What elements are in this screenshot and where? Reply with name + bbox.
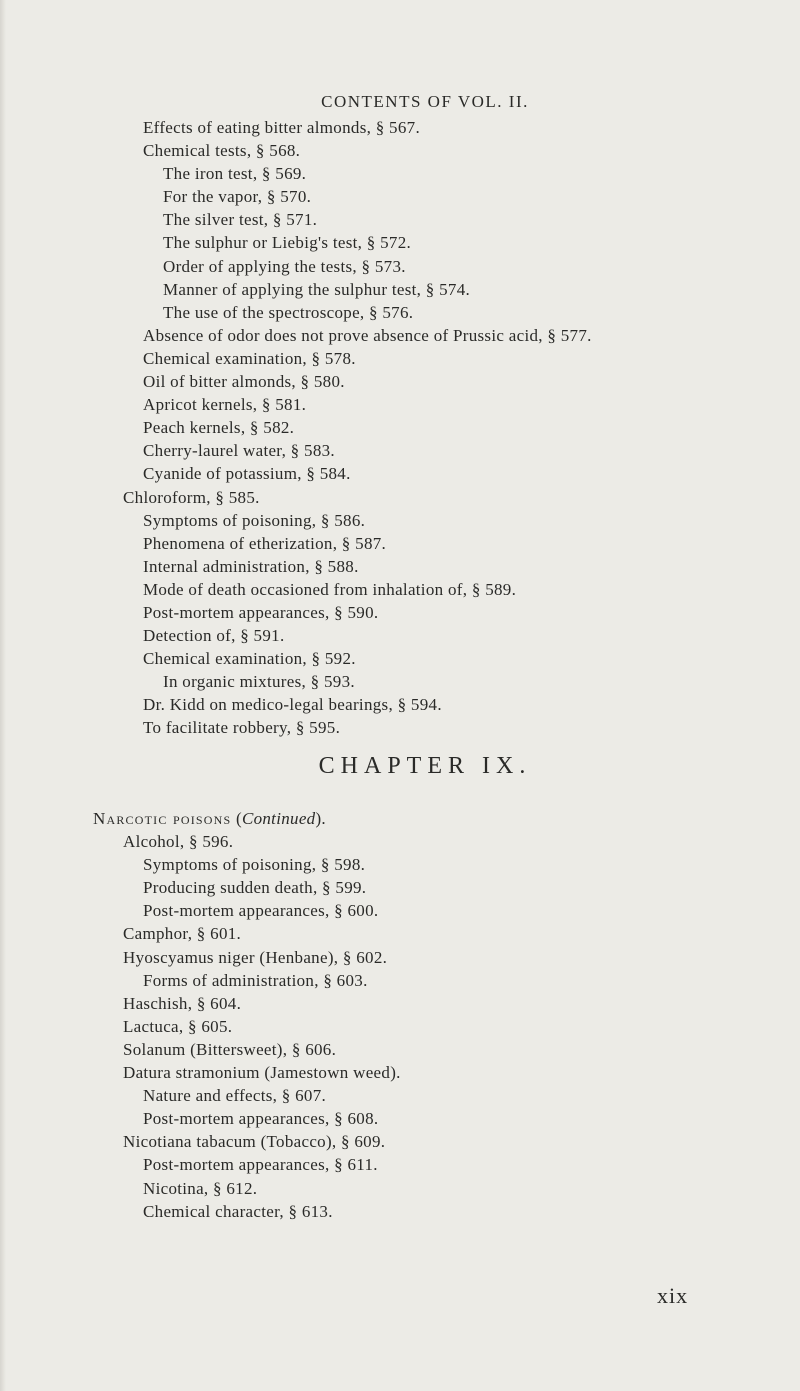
contents-entry: Alcohol, § 596. xyxy=(123,832,234,852)
contents-entry: Phenomena of etherization, § 587. xyxy=(143,533,387,553)
section-title-italic: Continued xyxy=(241,809,316,828)
contents-subentry: For the vapor, § 570. xyxy=(163,187,312,207)
contents-entry: Cyanide of potassium, § 584. xyxy=(143,464,351,484)
contents-entry: To facilitate robbery, § 595. xyxy=(143,718,341,738)
contents-subentry: In organic mixtures, § 593. xyxy=(163,672,355,692)
contents-entry: Datura stramonium (Jamestown weed). xyxy=(123,1063,401,1083)
contents-subentry: Post-mortem appearances, § 600. xyxy=(143,901,379,921)
contents-entry: Lactuca, § 605. xyxy=(123,1016,233,1036)
section-title xyxy=(0,807,800,830)
page-number: xix xyxy=(657,1283,689,1308)
contents-subentry: The silver test, § 571. xyxy=(163,210,318,230)
contents-entry: Haschish, § 604. xyxy=(123,993,242,1013)
section-title-paren: ( xyxy=(231,809,242,828)
contents-entry: Hyoscyamus niger (Henbane), § 602. xyxy=(123,947,388,967)
contents-entry: Chemical examination, § 578. xyxy=(143,348,356,368)
contents-main-entry: Chloroform, § 585. xyxy=(123,487,260,507)
section-title-smallcaps: Narcotic poisons xyxy=(93,809,232,828)
contents-subentry: Post-mortem appearances, § 608. xyxy=(143,1109,379,1129)
contents-subentry: The use of the spectroscope, § 576. xyxy=(163,302,414,322)
contents-entry: Internal administration, § 588. xyxy=(143,556,359,576)
contents-entry: Post-mortem appearances, § 590. xyxy=(143,602,379,622)
contents-entry: Effects of eating bitter almonds, § 567. xyxy=(143,118,421,137)
contents-entry: Cherry-laurel water, § 583. xyxy=(143,441,335,461)
contents-subentry: Post-mortem appearances, § 611. xyxy=(143,1155,378,1175)
chapter-heading: CHAPTER IX. xyxy=(318,753,532,779)
contents-subentry: The sulphur or Liebig's test, § 572. xyxy=(163,233,412,253)
contents-list-top xyxy=(0,116,800,740)
contents-entry: Chemical examination, § 592. xyxy=(143,649,356,669)
contents-subentry: The iron test, § 569. xyxy=(163,164,307,184)
contents-subentry: Symptoms of poisoning, § 598. xyxy=(143,855,366,875)
contents-entry: Nicotiana tabacum (Tobacco), § 609. xyxy=(123,1132,386,1152)
contents-subentry: Nature and effects, § 607. xyxy=(143,1086,327,1106)
contents-entry: Solanum (Bittersweet), § 606. xyxy=(123,1039,337,1059)
running-head: CONTENTS OF VOL. II. xyxy=(321,92,529,111)
contents-entry: Symptoms of poisoning, § 586. xyxy=(143,510,366,530)
contents-subentry: Manner of applying the sulphur test, § 574. xyxy=(163,279,471,299)
contents-subentry: Producing sudden death, § 599. xyxy=(143,878,367,898)
contents-entry: Oil of bitter almonds, § 580. xyxy=(143,372,345,392)
contents-entry: Peach kernels, § 582. xyxy=(143,418,295,438)
contents-entry: Mode of death occasioned from inhalation of, § 589. xyxy=(143,579,517,599)
contents-entry: Absence of odor does not prove absence of Prussic acid, § 577. xyxy=(143,325,592,345)
contents-subentry: Order of applying the tests, § 573. xyxy=(163,256,406,276)
contents-subentry: Chemical character, § 613. xyxy=(143,1201,333,1221)
section-title-close: ). xyxy=(315,809,326,828)
contents-entry: Detection of, § 591. xyxy=(143,626,285,646)
contents-entry: Apricot kernels, § 581. xyxy=(143,395,307,415)
contents-subentry: Forms of administration, § 603. xyxy=(143,970,368,990)
contents-entry: Dr. Kidd on medico-legal bearings, § 594. xyxy=(143,695,442,715)
contents-subentry: Nicotina, § 612. xyxy=(143,1178,258,1198)
contents-entry: Camphor, § 601. xyxy=(123,924,242,944)
contents-entry: Chemical tests, § 568. xyxy=(143,141,301,161)
contents-list-bottom xyxy=(0,807,800,1223)
